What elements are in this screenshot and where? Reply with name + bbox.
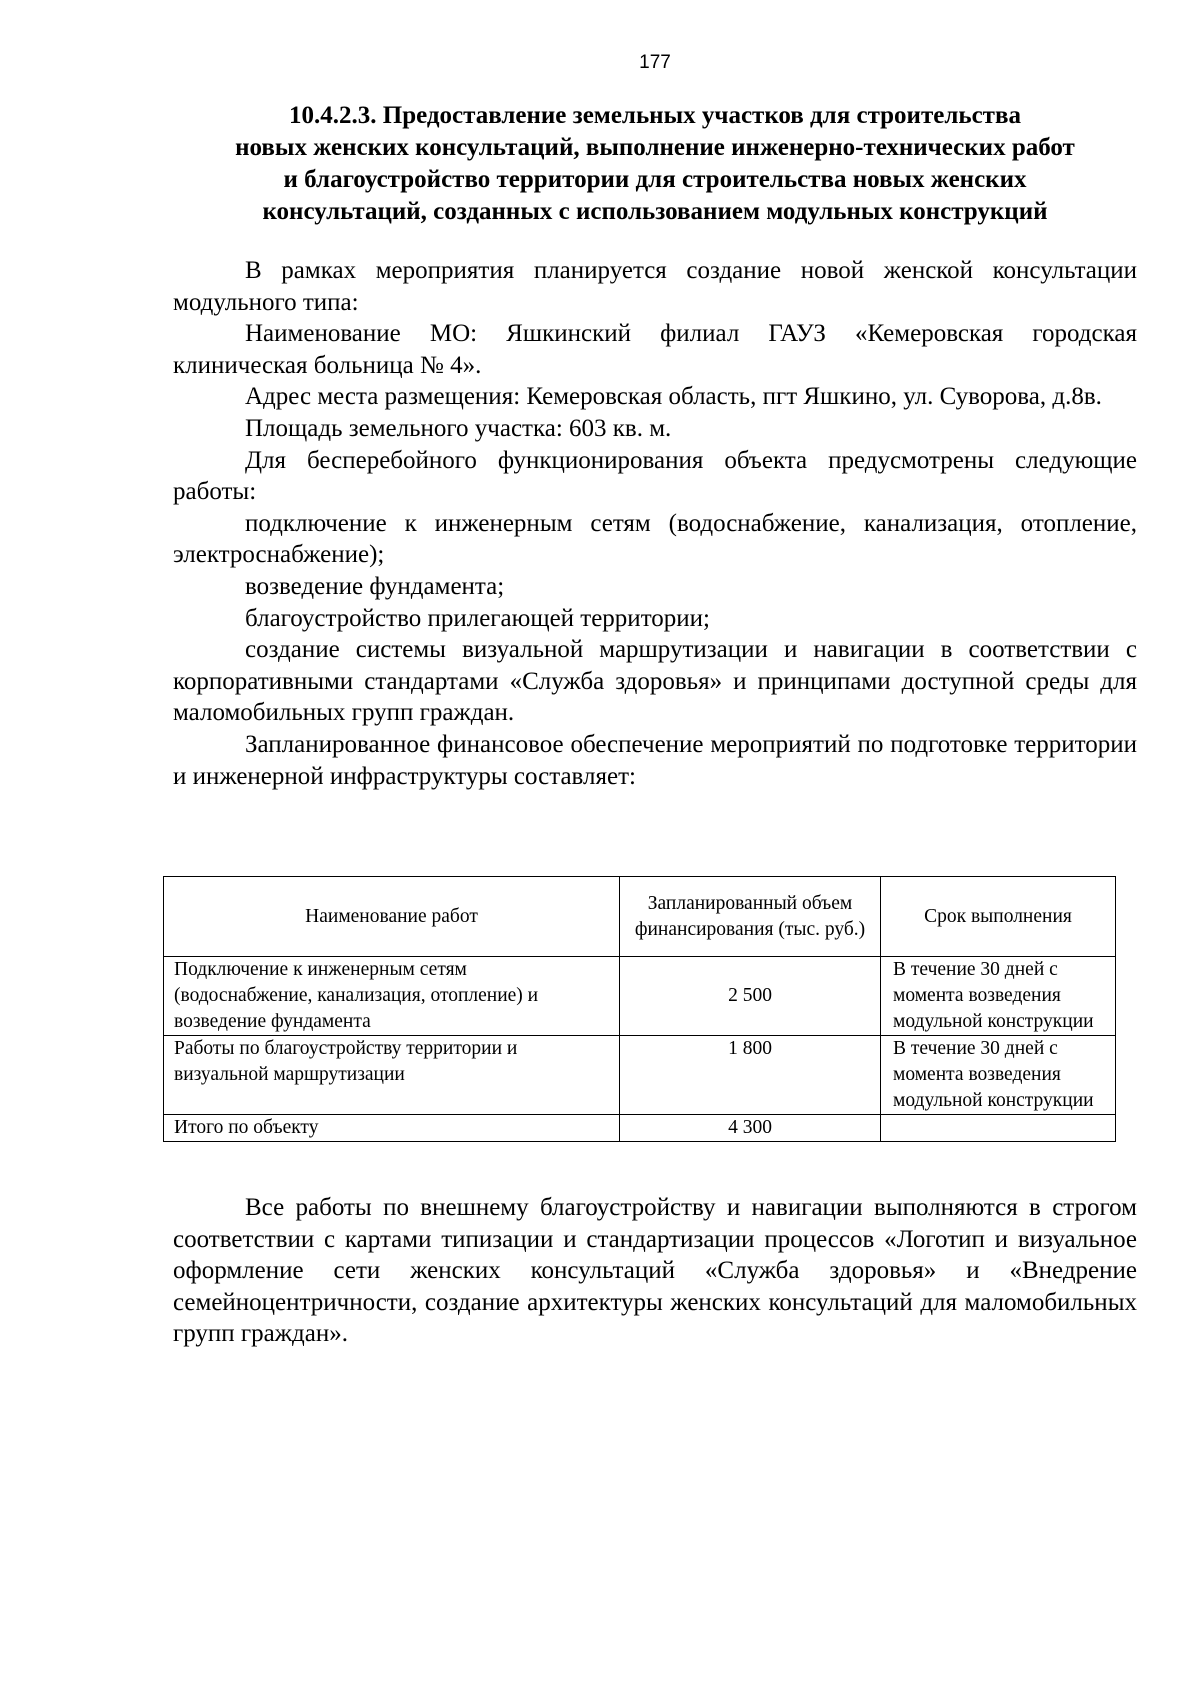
table-header-row [164,877,1116,957]
header-cell: Срок выполнения [881,877,1116,957]
paragraph: Адрес места размещения: Кемеровская область, пгт Яшкино, ул. Суворова, д.8в. [245,383,1102,411]
header-cell: Запланированный объем финансирования (тыс. руб.) [620,877,881,957]
heading-line: 10.4.2.3. Предоставление земельных участков для строительства [289,102,1021,129]
term-cell [881,1115,1116,1142]
amount-cell: 4 300 [620,1115,881,1142]
amount-cell: 2 500 [620,957,881,1036]
work-name-cell: Подключение к инженерным сетям (водоснабжение, канализация, отопление) и возведение фундамента [164,957,620,1036]
paragraph: Все работы по внешнему благоустройству и навигации выполняются в строгом соответствии с картами типизации и стандартизации процессов «Логотип и визуальное оформление сети женских консультаций «Служба здоровья» и «Внедрение семейноцентричности, создание архитектуры женских консультаций для маломобильных групп граждан». [173,1194,1137,1348]
financing-table [163,876,1116,1142]
paragraph: Наименование МО: Яшкинский филиал ГАУЗ «Кемеровская городская клиническая больница № 4». [173,320,1137,379]
paragraph: благоустройство прилегающей территории; [245,604,710,632]
page-number: 177 [639,52,671,73]
heading-line: и благоустройство территории для строительства новых женских [283,166,1027,193]
header-cell: Наименование работ [164,877,620,957]
term-cell: В течение 30 дней с момента возведения модульной конструкции [881,957,1116,1036]
body-text [173,255,1137,792]
heading-line: консультаций, созданных с использованием модульных конструкций [262,198,1048,225]
table-row [164,1036,1116,1115]
heading-line: новых женских консультаций, выполнение инженерно-технических работ [235,134,1075,161]
section-heading [173,100,1137,228]
table-row [164,957,1116,1036]
work-name-cell: Работы по благоустройству территории и визуальной маршрутизации [164,1036,620,1115]
paragraph: Запланированное финансовое обеспечение мероприятий по подготовке территории и инженерной инфраструктуры составляет: [173,730,1137,790]
closing-text [173,1192,1137,1350]
paragraph: Площадь земельного участка: 603 кв. м. [245,414,672,442]
table-row-total [164,1115,1116,1142]
financing-table-wrapper [163,876,1115,1142]
paragraph: возведение фундамента; [245,572,505,600]
paragraph: создание системы визуальной маршрутизации и навигации в соответствии с корпоративными стандартами «Служба здоровья» и принципами доступной среды для маломобильных групп граждан. [173,636,1137,727]
paragraph: В рамках мероприятия планируется создание новой женской консультации модульного типа: [173,257,1137,316]
amount-cell: 1 800 [620,1036,881,1115]
paragraph: подключение к инженерным сетям (водоснабжение, канализация, отопление, электроснабжение); [173,509,1137,569]
term-cell: В течение 30 дней с момента возведения модульной конструкции [881,1036,1116,1115]
paragraph: Для бесперебойного функционирования объекта предусмотрены следующие работы: [173,446,1137,506]
work-name-cell: Итого по объекту [164,1115,620,1142]
